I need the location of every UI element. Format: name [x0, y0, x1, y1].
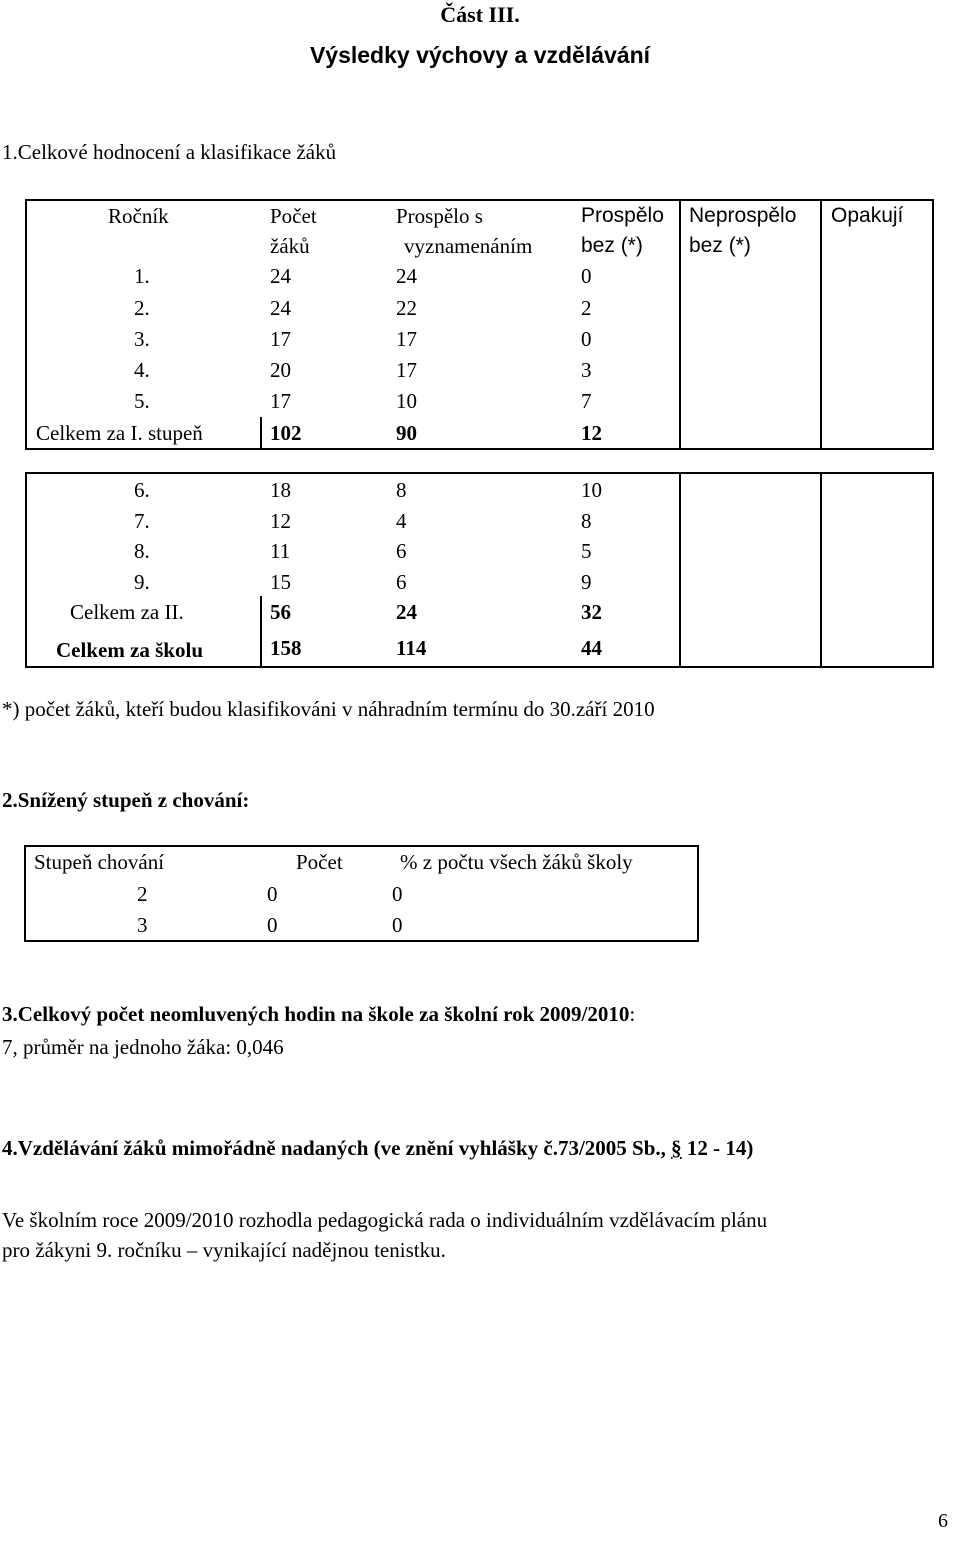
- section3-heading: 3.Celkový počet neomluvených hodin na škole za školní rok 2009/2010:: [2, 1002, 636, 1026]
- section1-heading: 1.Celkové hodnocení a klasifikace žáků: [2, 140, 337, 164]
- section-sign: §: [671, 1136, 682, 1160]
- col-pocet-line2: žáků: [270, 234, 310, 258]
- section4-text-line1: Ve školním roce 2009/2010 rozhodla pedagogická rada o individuálním vzdělávacím plánu: [2, 1208, 768, 1232]
- col-neprosp-line2: bez (*): [689, 234, 751, 257]
- part-title: Část III.: [440, 2, 520, 27]
- col-rocnik: Ročník: [108, 204, 169, 228]
- col-opakuji: Opakují: [831, 204, 904, 227]
- col-neprosp-line1: Neprospělo: [689, 204, 797, 227]
- section4-heading: 4.Vzdělávání žáků mimořádně nadaných (ve znění vyhlášky č.73/2005 Sb., § 12 - 14): [2, 1136, 754, 1160]
- footnote: *) počet žáků, kteří budou klasifikováni v náhradním termínu do 30.září 2010: [2, 697, 655, 721]
- col-procent: % z počtu všech žáků školy: [400, 850, 633, 874]
- page-number: 6: [938, 1510, 948, 1532]
- col-stupen: Stupeň chování: [34, 850, 165, 874]
- col-pocet-line1: Počet: [270, 204, 317, 228]
- col-prosp-line2: bez (*): [581, 234, 643, 257]
- col-vyz-line2: vyznamenáním: [404, 234, 533, 258]
- col-pocet: Počet: [296, 850, 343, 874]
- section3-text: 7, průměr na jednoho žáka: 0,046: [2, 1035, 284, 1059]
- col-prosp-line1: Prospělo: [581, 204, 664, 227]
- page-title: Výsledky výchovy a vzdělávání: [309, 42, 651, 68]
- section4-text-line2: pro žákyni 9. ročníku – vynikající nadějnou tenistku.: [2, 1238, 446, 1262]
- section2-heading: 2.Snížený stupeň z chování:: [2, 788, 250, 812]
- col-vyz-line1: Prospělo s: [396, 204, 483, 228]
